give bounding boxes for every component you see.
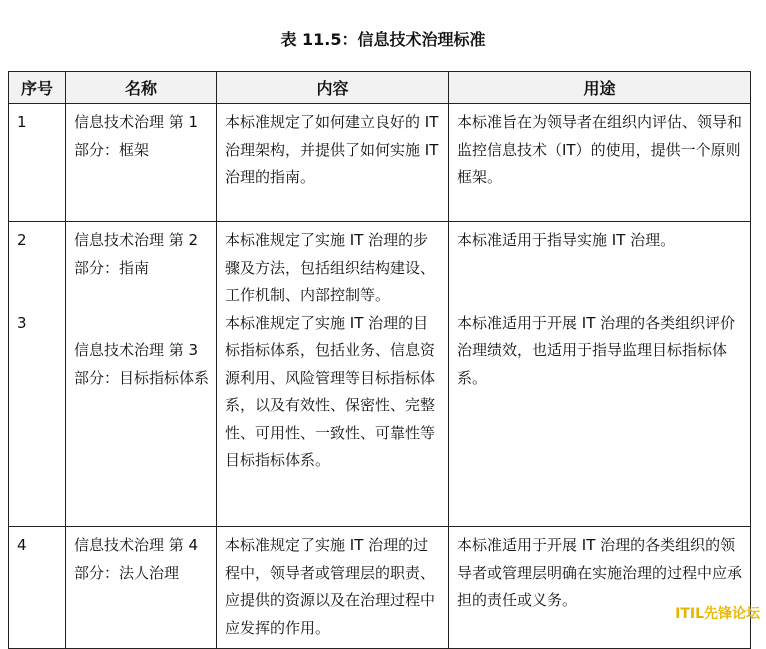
- cell-no: 4: [9, 527, 66, 649]
- cell-no-group: [9, 222, 66, 527]
- table-row: [9, 222, 751, 527]
- cell-content: 本标准规定了实施 IT 治理的过程中，领导者或管理层的职责、应提供的资源以及在治理过程中应发挥的作用。: [217, 527, 449, 649]
- cell-name: 信息技术治理 第 2 部分：指南: [74, 231, 199, 277]
- cell-content: 本标准规定了如何建立良好的 IT 治理架构，并提供了如何实施 IT 治理的指南。: [217, 104, 449, 222]
- header-usage: 用途: [449, 72, 751, 104]
- cell-name: 信息技术治理 第 1 部分：框架: [66, 104, 217, 222]
- table-title: 表 11.5：信息技术治理标准: [280, 30, 486, 49]
- cell-usage-group: [449, 222, 751, 527]
- header-name: 名称: [66, 72, 217, 104]
- standards-table: [8, 71, 751, 649]
- cell-no: 3: [17, 313, 27, 332]
- cell-usage: 本标准适用于指导实施 IT 治理。: [457, 231, 676, 249]
- cell-usage: 本标准适用于开展 IT 治理的各类组织的领导者或管理层明确在实施治理的过程中应承担的责任或义务。: [449, 527, 751, 649]
- cell-content-group: [217, 222, 449, 527]
- cell-name-group: [66, 222, 217, 527]
- table-row: [9, 527, 751, 649]
- header-no: 序号: [9, 72, 66, 104]
- cell-name: 信息技术治理 第 4 部分：法人治理: [66, 527, 217, 649]
- cell-no: 1: [9, 104, 66, 222]
- cell-usage: 本标准适用于开展 IT 治理的各类组织评价治理绩效，也适用于指导监理目标指标体系。: [457, 313, 736, 387]
- cell-content: 本标准规定了实施 IT 治理的目标指标体系，包括业务、信息资源利用、风险管理等目标指标体系，以及有效性、保密性、完整性、可用性、一致性、可靠性等目标指标体系。: [225, 313, 436, 469]
- cell-no: 2: [17, 231, 27, 249]
- table-header-row: [9, 72, 751, 104]
- table-row: [9, 104, 751, 222]
- cell-name: 信息技术治理 第 3 部分：目标指标体系: [74, 341, 210, 387]
- header-content: 内容: [217, 72, 449, 104]
- forum-watermark: ITIL先锋论坛: [675, 606, 760, 622]
- cell-usage: 本标准旨在为领导者在组织内评估、领导和监控信息技术（IT）的使用，提供一个原则框架。: [449, 104, 751, 222]
- cell-content: 本标准规定了实施 IT 治理的步骤及方法，包括组织结构建设、工作机制、内部控制等。: [225, 231, 436, 304]
